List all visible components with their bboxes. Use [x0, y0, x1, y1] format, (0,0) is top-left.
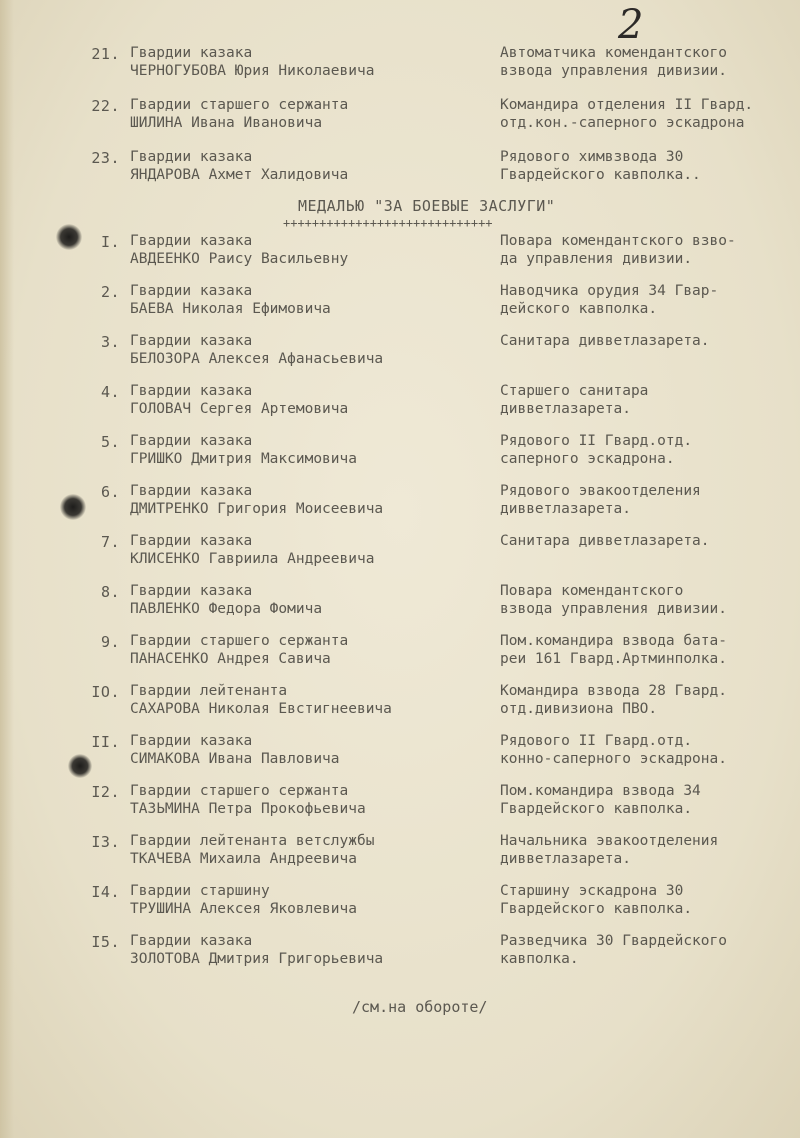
- entry-position: Пом.командира взвода бата-: [500, 633, 727, 649]
- entry-number: 21.: [91, 45, 120, 63]
- entry-number: 4.: [100, 383, 120, 401]
- entry-position-cont: конно-саперного эскадрона.: [500, 751, 727, 767]
- entry-name: ШИЛИНА Ивана Ивановича: [130, 115, 323, 131]
- entry-name: САХАРОВА Николая Евстигнеевича: [130, 701, 392, 717]
- entry-number: I4.: [91, 883, 120, 901]
- entry-position: Рядового II Гвард.отд.: [500, 733, 693, 749]
- entry-number: II.: [91, 733, 120, 751]
- award-entry: [0, 433, 800, 477]
- entry-position-cont: кавполка.: [500, 951, 579, 967]
- entry-number: 22.: [91, 97, 120, 115]
- entry-position: Начальника эвакоотделения: [500, 833, 719, 849]
- entry-position-cont: реи 161 Гвард.Артминполка.: [500, 651, 727, 667]
- entry-rank: Гвардии казака: [130, 433, 253, 449]
- entry-rank: Гвардии казака: [130, 583, 253, 599]
- award-entry: [0, 383, 800, 427]
- entry-position-cont: дивветлазарета.: [500, 851, 631, 867]
- entry-number: 8.: [100, 583, 120, 601]
- page-number: 2: [618, 2, 644, 48]
- entry-position-cont: дейского кавполка.: [500, 301, 658, 317]
- entry-rank: Гвардии казака: [130, 533, 253, 549]
- award-entry: [0, 883, 800, 927]
- entry-position-cont: отд.дивизиона ПВО.: [500, 701, 658, 717]
- entry-name: ГОЛОВАЧ Сергея Артемовича: [130, 401, 349, 417]
- entry-rank: Гвардии казака: [130, 333, 253, 349]
- entry-position-cont: Гвардейского кавполка.: [500, 901, 693, 917]
- entry-rank: Гвардии казака: [130, 483, 253, 499]
- entry-name: КЛИСЕНКО Гавриила Андреевича: [130, 551, 375, 567]
- entry-number: I2.: [91, 783, 120, 801]
- award-entry: [0, 283, 800, 327]
- entry-number: 23.: [91, 149, 120, 167]
- entry-name: ЗОЛОТОВА Дмитрия Григорьевича: [130, 951, 384, 967]
- entry-number: 2.: [100, 283, 120, 301]
- award-entry: [0, 233, 800, 277]
- entry-position: Рядового эвакоотделения: [500, 483, 701, 499]
- entry-rank: Гвардии казака: [130, 233, 253, 249]
- entry-position-cont: Гвардейского кавполка.: [500, 801, 693, 817]
- punch-hole: [68, 754, 92, 778]
- entry-number: I.: [100, 233, 120, 251]
- entry-position: Пом.командира взвода 34: [500, 783, 701, 799]
- award-entry: [0, 333, 800, 377]
- award-entry: [0, 483, 800, 527]
- entry-name: ТРУШИНА Алексея Яковлевича: [130, 901, 357, 917]
- award-entry: [0, 833, 800, 877]
- entry-position: Старшего санитара: [500, 383, 649, 399]
- entry-name: ПАНАСЕНКО Андрея Савича: [130, 651, 331, 667]
- entry-number: I3.: [91, 833, 120, 851]
- entry-position-cont: саперного эскадрона.: [500, 451, 675, 467]
- entry-number: I5.: [91, 933, 120, 951]
- entry-rank: Гвардии казака: [130, 149, 253, 165]
- entry-rank: Гвардии старшину: [130, 883, 270, 899]
- entry-rank: Гвардии старшего сержанта: [130, 783, 349, 799]
- award-entry: [0, 149, 800, 193]
- award-entry: [0, 45, 800, 89]
- entry-name: ЧЕРНОГУБОВА Юрия Николаевича: [130, 63, 375, 79]
- entry-name: ЯНДАРОВА Ахмет Халидовича: [130, 167, 349, 183]
- punch-hole: [56, 224, 82, 250]
- entry-position-cont: взвода управления дивизии.: [500, 601, 727, 617]
- footer-note: /см.на обороте/: [352, 998, 488, 1016]
- entry-position: Старшину эскадрона 30: [500, 883, 684, 899]
- entry-rank: Гвардии казака: [130, 383, 253, 399]
- entry-position-cont: да управления дивизии.: [500, 251, 693, 267]
- entry-name: СИМАКОВА Ивана Павловича: [130, 751, 340, 767]
- entry-position: Командира отделения II Гвард.: [500, 97, 754, 113]
- entry-number: 6.: [100, 483, 120, 501]
- entry-rank: Гвардии казака: [130, 933, 253, 949]
- entry-rank: Гвардии лейтенанта ветслужбы: [130, 833, 375, 849]
- entry-number: 9.: [100, 633, 120, 651]
- entry-position-cont: Гвардейского кавполка..: [500, 167, 701, 183]
- entry-position-cont: взвода управления дивизии.: [500, 63, 727, 79]
- entry-number: 7.: [100, 533, 120, 551]
- entry-name: АВДЕЕНКО Раису Васильевну: [130, 251, 349, 267]
- entry-position: Рядового II Гвард.отд.: [500, 433, 693, 449]
- entry-name: ДМИТРЕНКО Григория Моисеевича: [130, 501, 384, 517]
- entry-position: Автоматчика комендантского: [500, 45, 727, 61]
- entry-name: БАЕВА Николая Ефимовича: [130, 301, 331, 317]
- entry-position: Командира взвода 28 Гвард.: [500, 683, 727, 699]
- award-entry: [0, 683, 800, 727]
- entry-position-cont: дивветлазарета.: [500, 501, 631, 517]
- entry-rank: Гвардии лейтенанта: [130, 683, 288, 699]
- award-entry: [0, 97, 800, 141]
- entry-position: Разведчика 30 Гвардейского: [500, 933, 727, 949]
- entry-rank: Гвардии старшего сержанта: [130, 97, 349, 113]
- award-entry: [0, 783, 800, 827]
- entry-rank: Гвардии казака: [130, 733, 253, 749]
- entry-rank: Гвардии казака: [130, 45, 253, 61]
- punch-hole: [60, 494, 86, 520]
- section-heading: МЕДАЛЬЮ "ЗА БОЕВЫЕ ЗАСЛУГИ": [298, 197, 556, 215]
- award-entry: [0, 533, 800, 577]
- entry-position-cont: отд.кон.-саперного эскадрона: [500, 115, 745, 131]
- entry-number: 3.: [100, 333, 120, 351]
- entry-name: БЕЛОЗОРА Алексея Афанасьевича: [130, 351, 384, 367]
- entry-number: 5.: [100, 433, 120, 451]
- entry-position: Санитара дивветлазарета.: [500, 333, 710, 349]
- entry-position: Рядового химвзвода 30: [500, 149, 684, 165]
- award-entry: [0, 733, 800, 777]
- entry-name: ГРИШКО Дмитрия Максимовича: [130, 451, 357, 467]
- award-entry: [0, 583, 800, 627]
- award-entry: [0, 933, 800, 977]
- entry-rank: Гвардии казака: [130, 283, 253, 299]
- entry-name: ТАЗЬМИНА Петра Прокофьевича: [130, 801, 366, 817]
- entry-name: ТКАЧЕВА Михаила Андреевича: [130, 851, 357, 867]
- award-entry: [0, 633, 800, 677]
- entry-position: Санитара дивветлазарета.: [500, 533, 710, 549]
- entry-position: Повара комендантского: [500, 583, 684, 599]
- entry-rank: Гвардии старшего сержанта: [130, 633, 349, 649]
- entry-position: Наводчика орудия 34 Гвар-: [500, 283, 719, 299]
- entry-position: Повара комендантского взво-: [500, 233, 736, 249]
- entry-number: IO.: [91, 683, 120, 701]
- section-underline: +++++++++++++++++++++++++++++: [283, 216, 493, 230]
- entry-name: ПАВЛЕНКО Федора Фомича: [130, 601, 323, 617]
- entry-position-cont: дивветлазарета.: [500, 401, 631, 417]
